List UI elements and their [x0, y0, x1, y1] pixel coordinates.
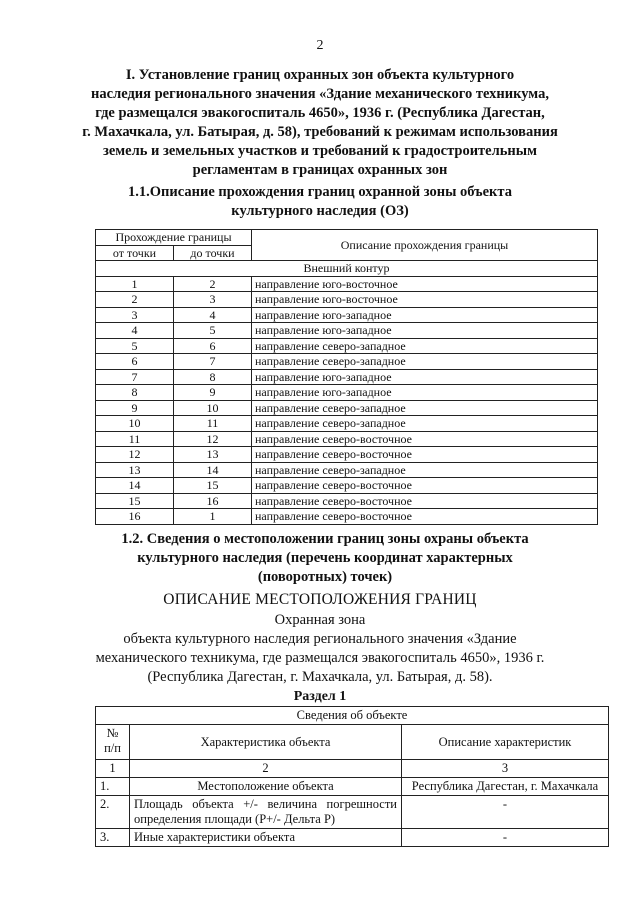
- section-title: Раздел 1: [293, 689, 347, 704]
- boundary-row: [96, 369, 598, 385]
- object-info-row-desc: Республика Дагестан, г. Махачкала: [402, 778, 609, 796]
- boundary-row: [96, 509, 598, 525]
- boundary-row: [96, 493, 598, 509]
- boundary-header-desc: Описание прохождения границы: [252, 230, 598, 261]
- boundary-to-point: 2: [174, 276, 252, 292]
- boundary-to-point: 7: [174, 354, 252, 370]
- main-heading-line: где размещался эвакогоспиталь 4650», 1936 г. (Республика Дагестан,: [95, 105, 545, 121]
- boundary-row: [96, 338, 598, 354]
- boundary-direction: направление северо-западное: [252, 462, 598, 478]
- object-info-index: 3: [402, 760, 609, 778]
- boundary-from-point: 5: [96, 338, 174, 354]
- object-info-row-desc: -: [402, 796, 609, 829]
- subsection-heading-line: (поворотных) точек): [257, 569, 393, 585]
- boundary-direction: направление северо-восточное: [252, 509, 598, 525]
- boundary-from-point: 7: [96, 369, 174, 385]
- boundary-row: [96, 478, 598, 494]
- location-description-title: ОПИСАНИЕ МЕСТОПОЛОЖЕНИЯ ГРАНИЦ: [163, 591, 477, 608]
- boundary-from-point: 13: [96, 462, 174, 478]
- boundary-row: [96, 323, 598, 339]
- boundary-row: [96, 416, 598, 432]
- boundary-direction: направление юго-восточное: [252, 276, 598, 292]
- boundary-to-point: 15: [174, 478, 252, 494]
- object-info-header-desc: Описание характеристик: [402, 725, 609, 760]
- main-heading-line: I. Установление границ охранных зон объекта культурного: [125, 67, 515, 83]
- boundary-from-point: 16: [96, 509, 174, 525]
- boundary-direction: направление северо-восточное: [252, 493, 598, 509]
- object-info-table: [95, 706, 609, 847]
- boundary-to-point: 5: [174, 323, 252, 339]
- boundary-to-point: 10: [174, 400, 252, 416]
- boundary-direction: направление северо-восточное: [252, 431, 598, 447]
- boundary-row: [96, 431, 598, 447]
- location-description-line: механического техникума, где размещался эвакогоспиталь 4650», 1936 г.: [95, 650, 545, 666]
- boundary-to-point: 11: [174, 416, 252, 432]
- boundary-from-point: 14: [96, 478, 174, 494]
- boundary-to-point: 8: [174, 369, 252, 385]
- main-heading-line: земель и земельных участков и требований к градостроительным: [103, 143, 537, 159]
- boundary-row: [96, 462, 598, 478]
- boundary-from-point: 10: [96, 416, 174, 432]
- object-info-row-no: 2.: [96, 796, 130, 829]
- boundary-from-point: 6: [96, 354, 174, 370]
- boundary-direction: направление юго-восточное: [252, 292, 598, 308]
- boundary-to-point: 14: [174, 462, 252, 478]
- boundary-direction: направление северо-западное: [252, 400, 598, 416]
- boundary-direction: направление юго-западное: [252, 385, 598, 401]
- object-info-index: 2: [130, 760, 402, 778]
- subsection-heading-line: культурного наследия (ОЗ): [231, 203, 409, 219]
- boundary-table: [95, 229, 598, 525]
- object-info-row-no: 1.: [96, 778, 130, 796]
- boundary-from-point: 1: [96, 276, 174, 292]
- main-heading: [80, 66, 560, 180]
- boundary-from-point: 9: [96, 400, 174, 416]
- boundary-from-point: 4: [96, 323, 174, 339]
- boundary-direction: направление северо-западное: [252, 416, 598, 432]
- subsection-heading-line: 1.1.Описание прохождения границ охранной зоны объекта: [128, 184, 512, 200]
- boundary-direction: направление юго-западное: [252, 307, 598, 323]
- object-info-caption: Сведения об объекте: [96, 707, 609, 725]
- boundary-to-point: 6: [174, 338, 252, 354]
- boundary-to-point: 13: [174, 447, 252, 463]
- boundary-to-point: 1: [174, 509, 252, 525]
- object-info-row-desc: -: [402, 829, 609, 847]
- location-description: [60, 590, 580, 687]
- boundary-direction: направление северо-восточное: [252, 447, 598, 463]
- location-description-line: Охранная зона: [274, 612, 366, 628]
- subsection-heading-line: культурного наследия (перечень координат характерных: [137, 550, 513, 566]
- object-info-row-char: Иные характеристики объекта: [130, 829, 402, 847]
- object-info-header-no: № п/п: [96, 725, 130, 760]
- boundary-row: [96, 400, 598, 416]
- boundary-row: [96, 292, 598, 308]
- boundary-from-point: 3: [96, 307, 174, 323]
- boundary-row: [96, 307, 598, 323]
- boundary-direction: направление юго-западное: [252, 323, 598, 339]
- boundary-to-point: 4: [174, 307, 252, 323]
- boundary-from-point: 8: [96, 385, 174, 401]
- main-heading-line: наследия регионального значения «Здание механического техникума,: [91, 86, 549, 102]
- boundary-direction: направление юго-западное: [252, 369, 598, 385]
- main-heading-line: г. Махачкала, ул. Батырая, д. 58), требований к режимам использования: [82, 124, 558, 140]
- boundary-row: [96, 276, 598, 292]
- main-heading-line: регламентам в границах охранных зон: [192, 162, 448, 178]
- contour-label: Внешний контур: [96, 261, 598, 277]
- object-info-row-no: 3.: [96, 829, 130, 847]
- location-description-line: (Республика Дагестан, г. Махачкала, ул. Батырая, д. 58).: [147, 669, 493, 685]
- boundary-header-to: до точки: [174, 245, 252, 261]
- boundary-header-group: Прохождение границы: [96, 230, 252, 246]
- boundary-from-point: 2: [96, 292, 174, 308]
- boundary-header-from: от точки: [96, 245, 174, 261]
- location-description-line: объекта культурного наследия регионального значения «Здание: [123, 631, 517, 647]
- boundary-direction: направление северо-западное: [252, 354, 598, 370]
- boundary-to-point: 3: [174, 292, 252, 308]
- page-number: 2: [316, 38, 324, 53]
- object-info-header-char: Характеристика объекта: [130, 725, 402, 760]
- boundary-to-point: 9: [174, 385, 252, 401]
- subsection-heading-line: 1.2. Сведения о местоположении границ зоны охраны объекта: [121, 531, 529, 547]
- boundary-to-point: 12: [174, 431, 252, 447]
- boundary-to-point: 16: [174, 493, 252, 509]
- object-info-row-char: Площадь объекта +/- величина погрешности определения площади (Р+/- Дельта Р): [130, 796, 402, 829]
- boundary-row: [96, 385, 598, 401]
- boundary-from-point: 12: [96, 447, 174, 463]
- boundary-row: [96, 354, 598, 370]
- boundary-direction: направление северо-восточное: [252, 478, 598, 494]
- boundary-from-point: 11: [96, 431, 174, 447]
- subsection-heading-1-1: [80, 183, 560, 221]
- boundary-row: [96, 447, 598, 463]
- subsection-heading-1-2: [70, 530, 580, 587]
- object-info-index: 1: [96, 760, 130, 778]
- boundary-from-point: 15: [96, 493, 174, 509]
- boundary-direction: направление северо-западное: [252, 338, 598, 354]
- object-info-row-char: Местоположение объекта: [130, 778, 402, 796]
